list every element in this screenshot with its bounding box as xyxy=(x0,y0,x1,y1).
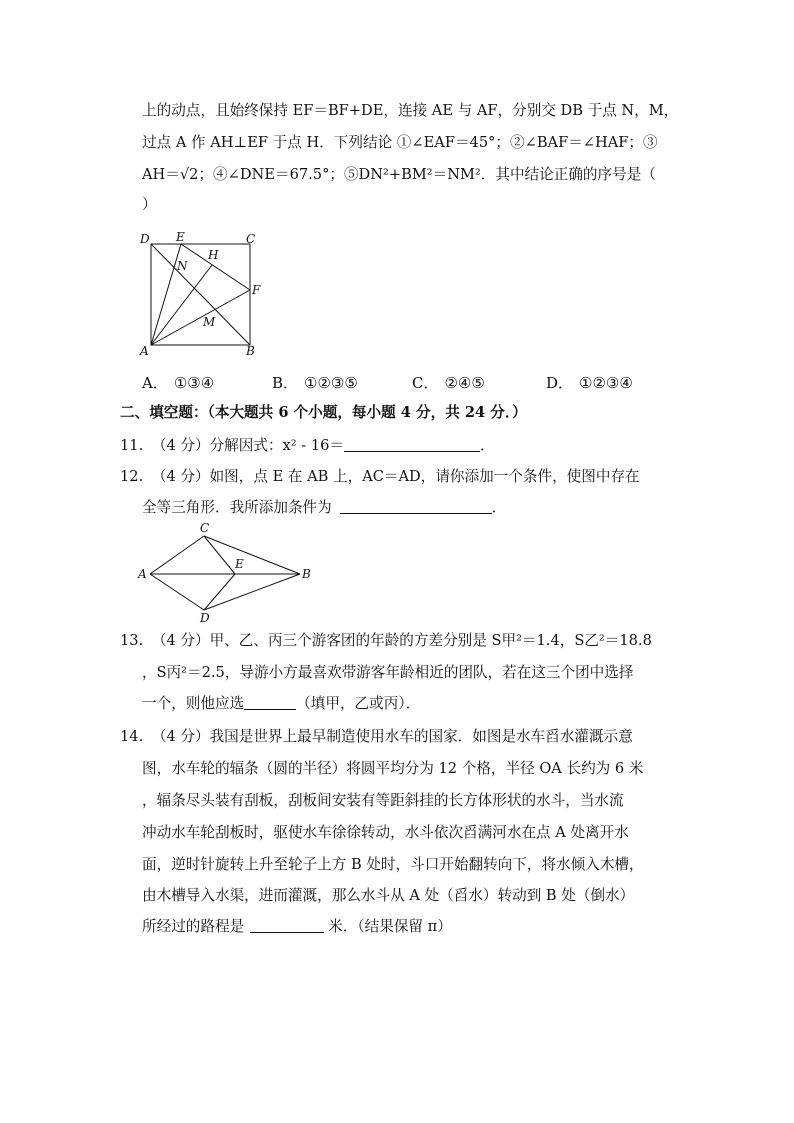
segment-db xyxy=(204,574,300,610)
label-b: B xyxy=(302,567,311,581)
question-text: 全等三角形．我所添加条件为 xyxy=(142,499,332,516)
label-f: F xyxy=(252,283,261,297)
label-d: D xyxy=(200,611,210,624)
segment-cb xyxy=(204,536,300,574)
question-number: 12. xyxy=(120,468,144,485)
q10-text-line-3: AH＝√2；④∠DNE＝67.5°；⑤DN²+BM²＝NM²．其中结论正确的序号是（ xyxy=(142,166,656,183)
label-m: M xyxy=(203,315,216,329)
question-number: 13. xyxy=(120,632,144,649)
question-11 xyxy=(120,436,794,456)
option-letter: A． xyxy=(142,374,168,392)
question-text: （4 分）我国是世界上最早制造使用水车的国家．如图是水车舀水灌溉示意 xyxy=(151,728,633,745)
question-13-line-3 xyxy=(142,694,794,714)
q10-option-a xyxy=(142,372,214,393)
segment-ah xyxy=(151,265,212,345)
question-14-line-4: 冲动水车轮刮板时，驱使水车徐徐转动，水斗依次舀满河水在点 A 处离开水 xyxy=(142,824,629,841)
section-heading: 二、填空题：（本大题共 6 个小题，每小题 4 分，共 24 分．） xyxy=(120,404,527,421)
answer-blank[interactable] xyxy=(244,694,296,710)
label-b: B xyxy=(246,344,255,358)
question-text: 一个，则他应选 xyxy=(142,695,245,712)
label-a: A xyxy=(140,344,149,358)
question-14-line-1 xyxy=(120,727,794,747)
question-number: 14. xyxy=(120,728,144,745)
punctuation: ． xyxy=(480,437,495,454)
q10-option-c xyxy=(412,372,485,393)
question-13-line-1 xyxy=(120,631,794,651)
label-a: A xyxy=(138,567,147,581)
q10-option-d xyxy=(546,372,633,393)
option-letter: C． xyxy=(412,374,439,392)
question-12-line-2 xyxy=(142,498,794,518)
question-14-line-7 xyxy=(142,917,794,937)
question-text: 米．（结果保留 π） xyxy=(328,918,452,935)
question-text: （4 分）分解因式：x² ‑ 16＝ xyxy=(151,437,344,454)
segment-ac xyxy=(150,536,204,574)
q10-option-b xyxy=(272,372,358,393)
label-e: E xyxy=(176,230,185,244)
question-14-line-3: ，辐条尽头装有刮板，刮板间安装有等距斜挂的长方体形状的水斗，当水流 xyxy=(142,792,624,809)
question-14-line-5: 面，逆时针旋转上升至轮子上方 B 处时，斗口开始翻转向下，将水倾入木槽， xyxy=(142,856,644,873)
option-text: ①②③⑤ xyxy=(304,374,358,392)
q10-text-line-4: ） xyxy=(142,196,157,213)
question-text: （4 分）甲、乙、丙三个游客团的年龄的方差分别是 S甲²＝1.4，S乙²＝18.8 xyxy=(151,632,652,649)
question-14-line-6: 由木槽导入水渠，进而灌溉，那么水斗从 A 处（舀水）转动到 B 处（倒水） xyxy=(142,887,635,904)
answer-blank[interactable] xyxy=(344,436,480,452)
answer-blank[interactable] xyxy=(250,917,324,933)
question-14-line-2: 图，水车轮的辐条（圆的半径）将圆平均分为 12 个格，半径 OA 长约为 6 米 xyxy=(142,760,644,777)
q10-square-figure xyxy=(136,228,270,360)
label-h: H xyxy=(208,248,219,262)
option-letter: B． xyxy=(272,374,299,392)
segment-af xyxy=(151,290,250,345)
question-text: （填甲，乙或丙）． xyxy=(296,695,421,712)
question-12-line-1 xyxy=(120,467,794,487)
punctuation: ． xyxy=(491,499,507,516)
question-13-line-2: ，S丙²＝2.5，导游小方最喜欢带游客年龄相近的团队，若在这三个团中选择 xyxy=(142,664,634,681)
option-text: ①③④ xyxy=(173,374,215,392)
label-c: C xyxy=(246,232,256,246)
label-n: N xyxy=(177,259,188,273)
label-d: D xyxy=(140,232,150,246)
answer-blank[interactable] xyxy=(340,498,492,514)
label-e: E xyxy=(235,557,244,571)
segment-ad xyxy=(150,574,204,610)
question-number: 11. xyxy=(120,437,144,454)
option-text: ②④⑤ xyxy=(444,374,485,392)
question-text: （4 分）如图，点 E 在 AB 上，AC＝AD，请你添加一个条件，使图中存在 xyxy=(151,468,640,485)
question-text: 所经过的路程是 xyxy=(142,918,245,935)
q10-text-line-2: 过点 A 作 AH⊥EF 于点 H．下列结论 ①∠EAF＝45°；②∠BAF＝∠HAF；③ xyxy=(142,134,658,151)
q12-kite-figure xyxy=(134,520,324,624)
q10-text-line-1: 上的动点，且始终保持 EF＝BF+DE，连接 AE 与 AF，分别交 DB 于点 N，M， xyxy=(142,102,679,119)
option-letter: D． xyxy=(546,374,574,392)
option-text: ①②③④ xyxy=(579,374,633,392)
label-c: C xyxy=(200,521,210,535)
